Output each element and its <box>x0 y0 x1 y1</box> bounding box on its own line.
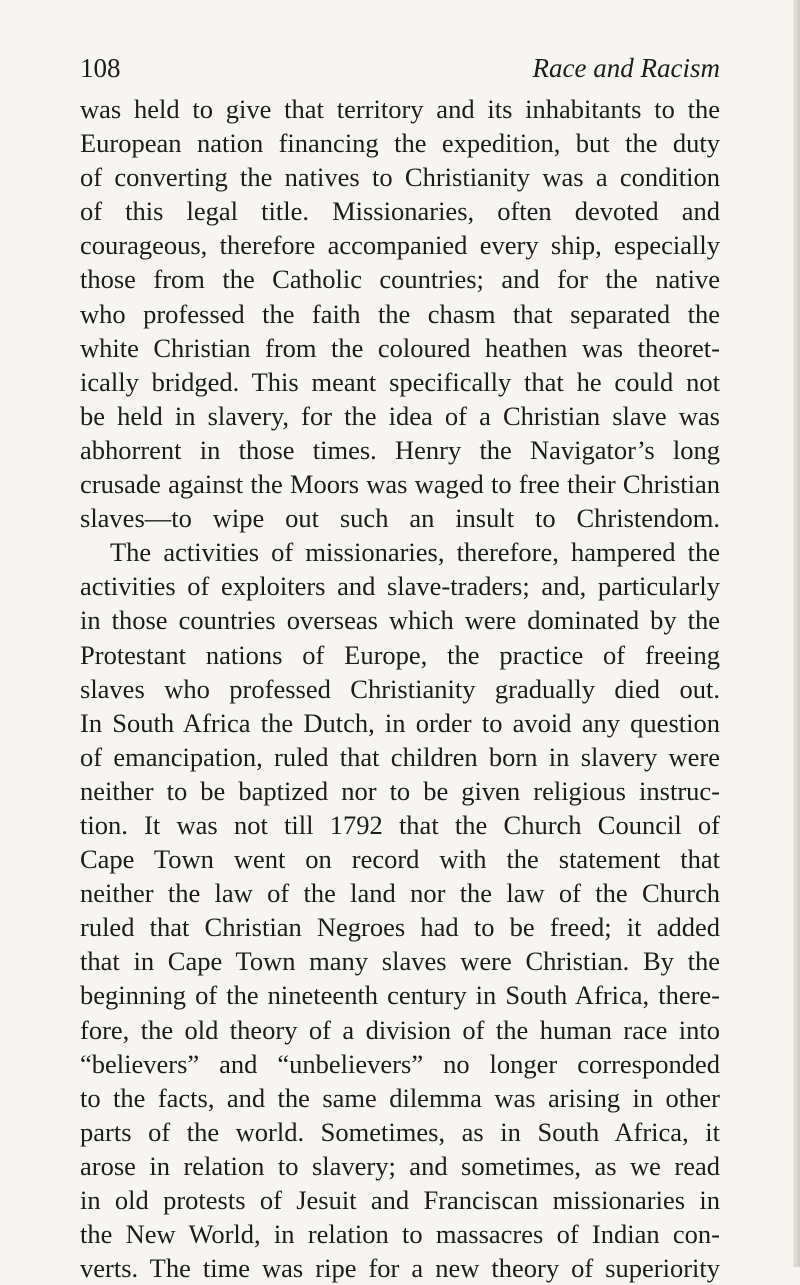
text-line: of this legal title. Missionaries, often devoted and <box>80 196 720 227</box>
text-line: European nation financing the expedition, but the duty <box>80 128 720 159</box>
text-line: neither the law of the land nor the law of the Church <box>80 878 720 909</box>
text-line: Cape Town went on record with the statement that <box>80 844 720 875</box>
text-line: crusade against the Moors was waged to free their Christian <box>80 469 720 500</box>
text-line: tion. It was not till 1792 that the Church Council of <box>80 809 720 840</box>
text-line: Protestant nations of Europe, the practice of freeing <box>80 639 720 670</box>
text-line: to the facts, and the same dilemma was arising in other <box>80 1082 720 1113</box>
text-line: slaves—to wipe out such an insult to Christendom. <box>80 503 720 534</box>
text-line: abhorrent in those times. Henry the Navigator’s long <box>80 434 720 465</box>
text-line: The activities of missionaries, therefore, hampered the <box>110 537 720 568</box>
text-line: the New World, in relation to massacres of Indian con- <box>80 1219 720 1250</box>
text-line: in those countries overseas which were dominated by the <box>80 605 720 636</box>
text-line: “believers” and “unbelievers” no longer corresponded <box>80 1048 720 1079</box>
text-line: who professed the faith the chasm that separated the <box>80 298 720 329</box>
text-line: ruled that Christian Negroes had to be freed; it added <box>80 912 720 943</box>
text-line: be held in slavery, for the idea of a Christian slave was <box>80 400 720 431</box>
body-text <box>80 92 720 1285</box>
text-line: fore, the old theory of a division of the human race into <box>80 1014 720 1045</box>
text-line: of converting the natives to Christianity was a condition <box>80 162 720 193</box>
text-line: ically bridged. This meant specifically that he could not <box>80 366 720 397</box>
text-line: parts of the world. Sometimes, as in South Africa, it <box>80 1116 720 1147</box>
text-line: courageous, therefore accompanied every ship, especially <box>80 230 720 261</box>
text-line: in old protests of Jesuit and Franciscan missionaries in <box>80 1185 720 1215</box>
text-line: that in Cape Town many slaves were Christian. By the <box>80 946 720 977</box>
text-line: neither to be baptized nor to be given religious instruc- <box>80 775 720 806</box>
page-number: 108 <box>80 53 121 83</box>
text-line: arose in relation to slavery; and sometimes, as we read <box>80 1150 720 1181</box>
text-line: of emancipation, ruled that children born in slavery were <box>80 741 720 772</box>
text-line: white Christian from the coloured heathen was theoret- <box>80 332 720 363</box>
running-title: Race and Racism <box>532 53 720 83</box>
text-line: activities of exploiters and slave-traders; and, particularly <box>80 571 720 602</box>
page-edge-shadow <box>793 0 800 1267</box>
text-line: verts. The time was ripe for a new theory of superiority <box>80 1253 720 1284</box>
text-line: beginning of the nineteenth century in South Africa, there- <box>80 980 720 1011</box>
text-line: In South Africa the Dutch, in order to avoid any question <box>80 707 720 738</box>
text-line: slaves who professed Christianity gradually died out. <box>80 673 720 704</box>
page-header <box>80 48 720 88</box>
text-line: those from the Catholic countries; and for the native <box>80 264 720 295</box>
text-line: was held to give that territory and its inhabitants to the <box>80 94 720 124</box>
